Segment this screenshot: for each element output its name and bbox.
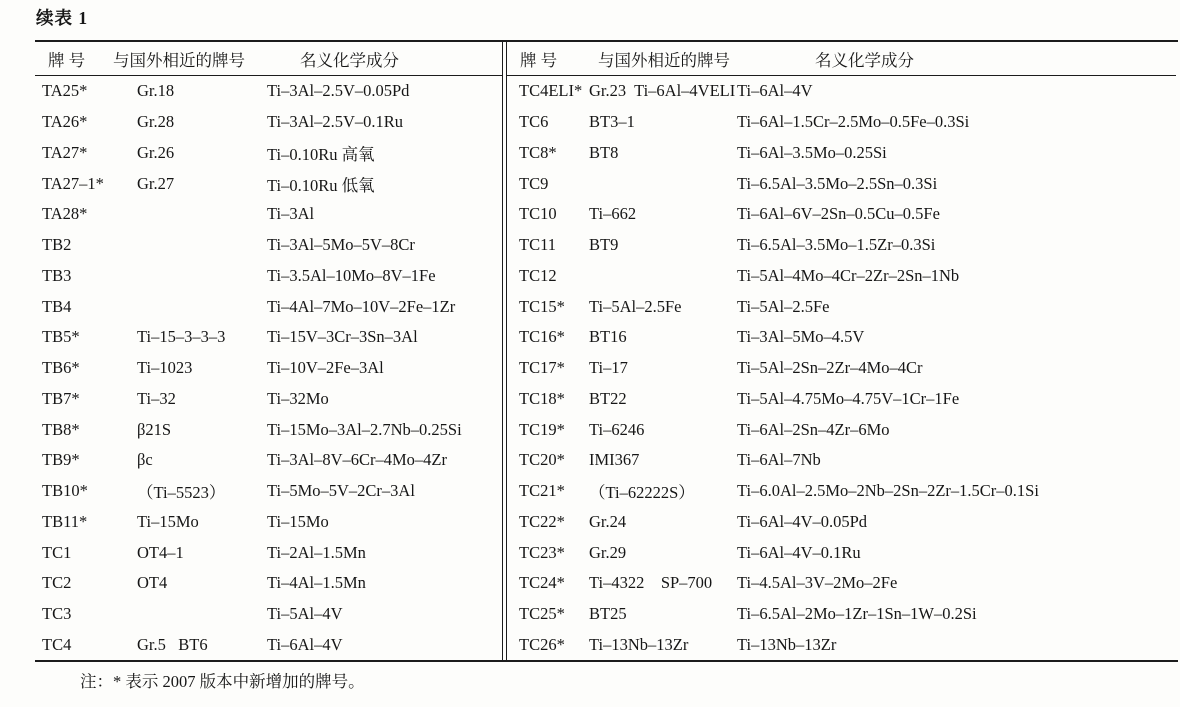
foreign-grade-cell: Gr.29	[589, 542, 627, 562]
grade-cell: TB4	[42, 296, 72, 316]
column-header-grade: 牌 号	[48, 50, 86, 70]
grade-cell: TB10*	[42, 481, 88, 501]
grade-cell: TB5*	[42, 327, 80, 347]
foreign-grade-cell: OT4	[137, 573, 168, 593]
composition-cell: Ti–6Al–2Sn–4Zr–6Mo	[737, 419, 890, 439]
column-header-composition: 名义化学成分	[300, 50, 399, 70]
grade-cell: TC20*	[519, 450, 565, 470]
grade-cell: TB9*	[42, 450, 80, 470]
grade-cell: TC9	[519, 173, 549, 193]
table-body-right	[507, 76, 1176, 660]
table-row	[507, 138, 1176, 169]
composition-cell: Ti–2Al–1.5Mn	[267, 542, 366, 562]
alloy-grades-table	[35, 40, 1178, 662]
composition-cell: Ti–5Al–2.5Fe	[737, 296, 830, 316]
column-header-foreign-grade: 与国外相近的牌号	[113, 50, 245, 70]
table-row	[35, 599, 502, 630]
table-row	[507, 230, 1176, 261]
foreign-grade-cell: Ti–6246	[589, 419, 645, 439]
table-row	[507, 414, 1176, 445]
composition-cell: Ti–0.10Ru 高氧	[267, 144, 375, 164]
composition-cell: Ti–6.5Al–3.5Mo–2.5Sn–0.3Si	[737, 173, 938, 193]
table-row	[507, 384, 1176, 415]
grade-cell: TC18*	[519, 388, 565, 408]
table-header-row-left	[35, 42, 502, 76]
foreign-grade-cell: β21S	[137, 419, 172, 439]
grade-cell: TB2	[42, 235, 72, 255]
foreign-grade-cell: BT16	[589, 327, 627, 347]
composition-cell: Ti–6Al–7Nb	[737, 450, 821, 470]
composition-cell: Ti–5Mo–5V–2Cr–3Al	[267, 481, 415, 501]
composition-cell: Ti–3Al–2.5V–0.1Ru	[267, 112, 404, 132]
table-row	[35, 261, 502, 292]
grade-cell: TC15*	[519, 296, 565, 316]
table-row	[35, 353, 502, 384]
table-row	[507, 599, 1176, 630]
foreign-grade-cell: Gr.23 Ti–6Al–4VELI	[589, 81, 736, 101]
table-row	[35, 384, 502, 415]
table-header-row-right	[507, 42, 1176, 76]
grade-cell: TA28*	[42, 204, 88, 224]
composition-cell: Ti–6.5Al–3.5Mo–1.5Zr–0.3Si	[737, 235, 936, 255]
column-header-grade: 牌 号	[520, 50, 558, 70]
column-header-foreign-grade: 与国外相近的牌号	[598, 50, 730, 70]
table-continuation-title: 续表 1	[36, 8, 89, 28]
composition-cell: Ti–6.5Al–2Mo–1Zr–1Sn–1W–0.2Si	[737, 604, 977, 624]
foreign-grade-cell: （Ti–62222S）	[589, 483, 695, 503]
table-row	[507, 261, 1176, 292]
table-row	[35, 476, 502, 507]
table-row	[507, 107, 1176, 138]
grade-cell: TC4	[42, 634, 72, 654]
foreign-grade-cell: BT8	[589, 142, 619, 162]
composition-cell: Ti–4Al–7Mo–10V–2Fe–1Zr	[267, 296, 456, 316]
foreign-grade-cell: Gr.18	[137, 81, 175, 101]
grade-cell: TC3	[42, 604, 72, 624]
grade-cell: TC24*	[519, 573, 565, 593]
foreign-grade-cell: Ti–15Mo	[137, 511, 199, 531]
foreign-grade-cell: BT9	[589, 235, 619, 255]
grade-cell: TC2	[42, 573, 72, 593]
grade-cell: TC21*	[519, 481, 565, 501]
foreign-grade-cell: Ti–5Al–2.5Fe	[589, 296, 682, 316]
table-row	[507, 537, 1176, 568]
grade-cell: TB6*	[42, 358, 80, 378]
foreign-grade-cell: Ti–32	[137, 388, 176, 408]
grade-cell: TC12	[519, 265, 557, 285]
foreign-grade-cell: Gr.26	[137, 142, 175, 162]
table-row	[507, 168, 1176, 199]
composition-cell: Ti–32Mo	[267, 388, 329, 408]
grade-cell: TC25*	[519, 604, 565, 624]
foreign-grade-cell: βc	[137, 450, 153, 470]
table-body-left	[35, 76, 502, 660]
grade-cell: TA26*	[42, 112, 88, 132]
table-row	[35, 168, 502, 199]
grade-cell: TC8*	[519, 142, 557, 162]
composition-cell: Ti–6.0Al–2.5Mo–2Nb–2Sn–2Zr–1.5Cr–0.1Si	[737, 481, 1039, 501]
foreign-grade-cell: IMI367	[589, 450, 640, 470]
foreign-grade-cell: Ti–662	[589, 204, 637, 224]
foreign-grade-cell: Ti–4322 SP–700	[589, 573, 713, 593]
table-row	[507, 291, 1176, 322]
table-left-half	[35, 42, 502, 660]
composition-cell: Ti–3Al–5Mo–4.5V	[737, 327, 865, 347]
table-row	[35, 199, 502, 230]
table-row	[507, 568, 1176, 599]
grade-cell: TC10	[519, 204, 557, 224]
composition-cell: Ti–6Al–1.5Cr–2.5Mo–0.5Fe–0.3Si	[737, 112, 970, 132]
grade-cell: TC1	[42, 542, 72, 562]
table-row	[507, 353, 1176, 384]
composition-cell: Ti–3Al–5Mo–5V–8Cr	[267, 235, 415, 255]
table-row	[507, 507, 1176, 538]
foreign-grade-cell: BT25	[589, 604, 627, 624]
composition-cell: Ti–3Al	[267, 204, 315, 224]
grade-cell: TC23*	[519, 542, 565, 562]
table-row	[35, 291, 502, 322]
foreign-grade-cell: Ti–15–3–3–3	[137, 327, 226, 347]
grade-cell: TB8*	[42, 419, 80, 439]
composition-cell: Ti–6Al–6V–2Sn–0.5Cu–0.5Fe	[737, 204, 940, 224]
table-row	[507, 476, 1176, 507]
composition-cell: Ti–10V–2Fe–3Al	[267, 358, 384, 378]
grade-cell: TC17*	[519, 358, 565, 378]
composition-cell: Ti–5Al–4V	[267, 604, 343, 624]
table-row	[507, 199, 1176, 230]
grade-cell: TA25*	[42, 81, 88, 101]
table-row	[35, 630, 502, 661]
composition-cell: Ti–3Al–2.5V–0.05Pd	[267, 81, 410, 101]
grade-cell: TA27–1*	[42, 173, 104, 193]
grade-cell: TB7*	[42, 388, 80, 408]
foreign-grade-cell: Gr.24	[589, 511, 627, 531]
table-row	[507, 322, 1176, 353]
composition-cell: Ti–4Al–1.5Mn	[267, 573, 366, 593]
composition-cell: Ti–6Al–4V–0.1Ru	[737, 542, 861, 562]
foreign-grade-cell: Ti–17	[589, 358, 628, 378]
table-row	[35, 507, 502, 538]
composition-cell: Ti–13Nb–13Zr	[737, 634, 837, 654]
table-row	[507, 630, 1176, 661]
table-row	[507, 445, 1176, 476]
composition-cell: Ti–0.10Ru 低氧	[267, 175, 375, 195]
table-row	[35, 107, 502, 138]
grade-cell: TC26*	[519, 634, 565, 654]
grade-cell: TC11	[519, 235, 556, 255]
foreign-grade-cell: BT22	[589, 388, 627, 408]
footnote: 注：* 表示 2007 版本中新增加的牌号。	[80, 672, 365, 691]
table-row	[35, 445, 502, 476]
grade-cell: TC19*	[519, 419, 565, 439]
grade-cell: TA27*	[42, 142, 88, 162]
composition-cell: Ti–3Al–8V–6Cr–4Mo–4Zr	[267, 450, 447, 470]
foreign-grade-cell: Gr.5 BT6	[137, 634, 208, 654]
grade-cell: TC4ELI*	[519, 81, 583, 101]
table-row	[35, 568, 502, 599]
table-row	[35, 414, 502, 445]
composition-cell: Ti–4.5Al–3V–2Mo–2Fe	[737, 573, 898, 593]
composition-cell: Ti–6Al–3.5Mo–0.25Si	[737, 142, 887, 162]
composition-cell: Ti–15Mo	[267, 511, 329, 531]
table-row	[35, 322, 502, 353]
grade-cell: TB3	[42, 265, 72, 285]
foreign-grade-cell: Ti–1023	[137, 358, 193, 378]
table-right-half	[507, 42, 1176, 660]
composition-cell: Ti–5Al–4Mo–4Cr–2Zr–2Sn–1Nb	[737, 265, 960, 285]
composition-cell: Ti–15Mo–3Al–2.7Nb–0.25Si	[267, 419, 462, 439]
grade-cell: TC22*	[519, 511, 565, 531]
foreign-grade-cell: Gr.28	[137, 112, 175, 132]
composition-cell: Ti–6Al–4V	[267, 634, 343, 654]
composition-cell: Ti–6Al–4V–0.05Pd	[737, 511, 868, 531]
grade-cell: TC6	[519, 112, 549, 132]
grade-cell: TB11*	[42, 511, 88, 531]
table-row	[35, 138, 502, 169]
foreign-grade-cell: Ti–13Nb–13Zr	[589, 634, 689, 654]
table-row	[35, 230, 502, 261]
composition-cell: Ti–5Al–4.75Mo–4.75V–1Cr–1Fe	[737, 388, 960, 408]
grade-cell: TC16*	[519, 327, 565, 347]
composition-cell: Ti–6Al–4V	[737, 81, 813, 101]
table-row	[507, 76, 1176, 107]
foreign-grade-cell: （Ti–5523）	[137, 483, 226, 503]
table-row	[35, 76, 502, 107]
composition-cell: Ti–15V–3Cr–3Sn–3Al	[267, 327, 418, 347]
foreign-grade-cell: BT3–1	[589, 112, 635, 132]
column-header-composition: 名义化学成分	[815, 50, 914, 70]
foreign-grade-cell: Gr.27	[137, 173, 175, 193]
table-row	[35, 537, 502, 568]
foreign-grade-cell: OT4–1	[137, 542, 184, 562]
composition-cell: Ti–3.5Al–10Mo–8V–1Fe	[267, 265, 436, 285]
composition-cell: Ti–5Al–2Sn–2Zr–4Mo–4Cr	[737, 358, 923, 378]
